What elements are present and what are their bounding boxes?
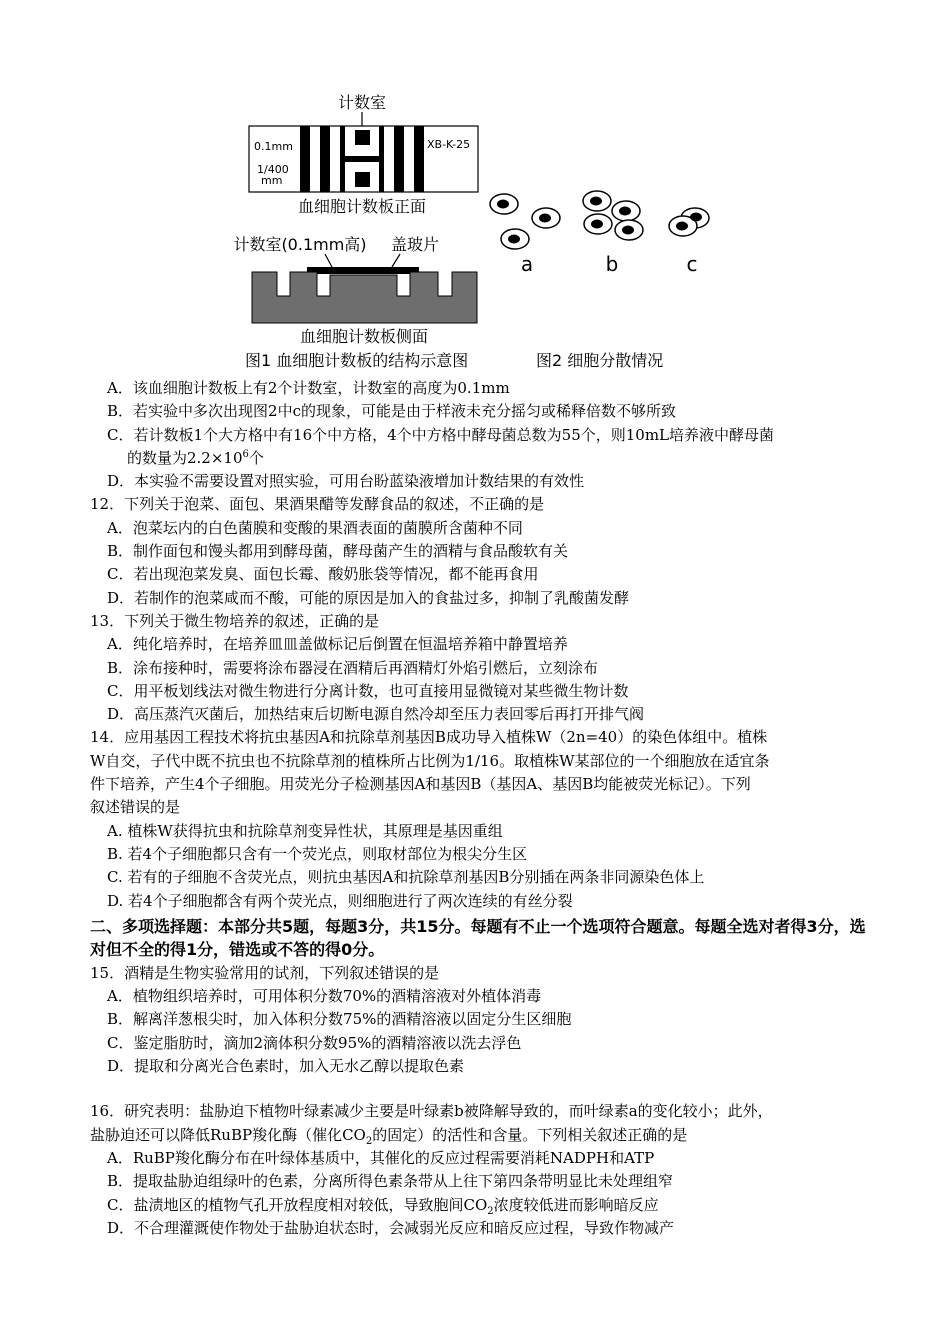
q16-option-a: A．RuBP羧化酶分布在叶绿体基质中，其催化的反应过程需要消耗NADPH和ATP [107, 1148, 655, 1167]
q16-stem: 16．研究表明：盐胁迫下植物叶绿素减少主要是叶绿素b被降解导致的，而叶绿素a的变化较小；此外， [90, 1102, 773, 1121]
caption-side: 血细胞计数板侧面 [299, 327, 429, 346]
nucleus [590, 197, 602, 206]
q11-c-text: 个 [248, 448, 264, 467]
q12-option-c: C．若出现泡菜发臭、面包长霉、酸奶胀袋等情况，都不能再食用 [107, 565, 539, 584]
q16-subscript: 2 [365, 1135, 373, 1147]
q14-option-b: B. 若4个子细胞都只含有一个荧光点，则取材部位为根尖分生区 [107, 844, 528, 863]
q11-c-exponent: 6 [242, 448, 249, 460]
fig1-caption: 图1 血细胞计数板的结构示意图 [245, 351, 469, 370]
questions [90, 377, 870, 1240]
pointer-line [325, 254, 333, 269]
q14-option-a: A. 植株W获得抗虫和抗除草剂变异性状，其原理是基因重组 [107, 821, 503, 840]
groove [300, 126, 310, 192]
groove [340, 156, 384, 162]
q12-option-a: A．泡菜坛内的白色菌膜和变酸的果酒表面的菌膜所含菌种不同 [107, 518, 523, 537]
q14-stem: 叙述错误的是 [90, 798, 181, 817]
nucleus [591, 220, 603, 229]
q12-option-b: B．制作面包和馒头都用到酵母菌，酵母菌产生的酒精与食品酸软有关 [107, 542, 569, 561]
fig2-label-c: c [686, 252, 698, 276]
label-area-unit: mm [261, 174, 283, 187]
label-chamber-height: 计数室(0.1mm高) [233, 235, 367, 254]
caption-front: 血细胞计数板正面 [297, 197, 427, 216]
nucleus [619, 207, 631, 216]
label-thickness: 0.1mm [254, 140, 293, 153]
q11-c-text: 的数量为2.2×10 [127, 448, 243, 467]
q13-option-c: C．用平板划线法对微生物进行分离计数，也可直接用显微镜对某些微生物计数 [107, 681, 629, 700]
counting-chamber-square [355, 172, 370, 187]
groove [414, 126, 424, 192]
counting-chamber-square [355, 130, 370, 145]
q16-option-b: B．提取盐胁迫组绿叶的色素，分离所得色素条带从上往下第四条带明显比未处理组窄 [107, 1172, 674, 1191]
q11-option-d: D．本实验不需要设置对照实验，可用台盼蓝染液增加计数结果的有效性 [107, 472, 585, 491]
q14-option-c: C. 若有的子细胞不含荧光点，则抗虫基因A和抗除草剂基因B分别插在两条非同源染色体上 [107, 868, 705, 887]
q13-option-b: B．涂布接种时，需要将涂布器浸在酒精后再酒精灯外焰引燃后，立刻涂布 [107, 658, 599, 677]
q16-c-text: 浓度较低进而影响暗反应 [493, 1195, 659, 1214]
q11-option-c: C．若计数板1个大方格中有16个中方格，4个中方格中酵母菌总数为55个，则10mL培养液中酵母菌 [107, 425, 775, 444]
pointer-line [392, 254, 400, 267]
q14-stem: 14．应用基因工程技术将抗虫基因A和抗除草剂基因B成功导入植株W（2n=40）的染色体组中。植株 [90, 728, 768, 747]
groove [320, 126, 330, 192]
board-side [252, 272, 477, 323]
q11-option-c-cont [90, 447, 870, 470]
groove [379, 126, 384, 192]
nucleus [508, 235, 520, 244]
q13-option-d: D．高压蒸汽灭菌后，加热结束后切断电源自然冷却至压力表回零后再打开排气阀 [107, 705, 645, 724]
nucleus [676, 222, 688, 231]
q14-stem: W自交，子代中既不抗虫也不抗除草剂的植株所占比例为1/16。取植株W某部位的一个细胞放在适宜条 [90, 751, 770, 770]
q16-text: 盐胁迫还可以降低RuBP羧化酶（催化CO [90, 1125, 366, 1144]
groove [394, 126, 404, 192]
q16-text: 的固定）的活性和含量。下列相关叙述正确的是 [372, 1125, 688, 1144]
label-area: 1/400 [257, 163, 289, 176]
fig2-label-b: b [605, 252, 619, 276]
q13-stem: 13．下列关于微生物培养的叙述，正确的是 [90, 611, 380, 630]
nucleus [690, 213, 702, 222]
fig2-caption: 图2 细胞分散情况 [536, 351, 664, 370]
q13-option-a: A．纯化培养时，在培养皿皿盖做标记后倒置在恒温培养箱中静置培养 [107, 635, 568, 654]
nucleus [622, 226, 634, 235]
spacer [90, 1078, 870, 1100]
q16-stem [90, 1124, 870, 1147]
label-coverslip: 盖玻片 [390, 235, 440, 254]
label-model: XB-K-25 [427, 138, 471, 151]
cells-c [669, 208, 709, 236]
q16-option-d: D．不合理灌溉使作物处于盐胁迫状态时，会减弱光反应和暗反应过程，导致作物减产 [107, 1218, 675, 1237]
nucleus [539, 214, 551, 223]
section-heading: 二、多项选择题：本部分共5题，每题3分，共15分。每题有不止一个选项符合题意。每题全选对者得3分，选对但不全的得1分，错选或不答的得0分。 [90, 916, 866, 960]
nucleus [497, 200, 509, 209]
figure-hemocytometer [230, 88, 730, 378]
figure-svg [230, 88, 730, 378]
q15-option-c: C．鉴定脂肪时，滴加2滴体积分数95%的酒精溶液以洗去浮色 [107, 1033, 522, 1052]
label-counting-chamber: 计数室 [337, 93, 387, 112]
q15-option-a: A．植物组织培养时，可用体积分数70%的酒精溶液对外植体消毒 [107, 987, 542, 1006]
q16-option-c [90, 1194, 870, 1217]
q15-option-b: B．解离洋葱根尖时，加入体积分数75%的酒精溶液以固定分生区细胞 [107, 1010, 572, 1029]
coverslip [307, 267, 419, 274]
q12-option-d: D．若制作的泡菜咸而不酸，可能的原因是加入的食盐过多，抑制了乳酸菌发酵 [107, 588, 630, 607]
fig2-label-a: a [520, 252, 534, 276]
q15-option-d: D．提取和分离光合色素时，加入无水乙醇以提取色素 [107, 1057, 465, 1076]
q16-c-subscript: 2 [487, 1205, 494, 1217]
q15-stem: 15．酒精是生物实验常用的试剂，下列叙述错误的是 [90, 963, 440, 982]
q16-c-text: C．盐渍地区的植物气孔开放程度相对较低，导致胞间CO [107, 1195, 488, 1214]
q11-option-b: B．若实验中多次出现图2中c的现象，可能是由于样液未充分摇匀或稀释倍数不够所致 [107, 402, 676, 421]
q12-stem: 12．下列关于泡菜、面包、果酒果醋等发酵食品的叙述，不正确的是 [90, 495, 545, 514]
q11-option-a: A．该血细胞计数板上有2个计数室，计数室的高度为0.1mm [107, 379, 510, 397]
q14-stem: 件下培养，产生4个子细胞。用荧光分子检测基因A和基因B（基因A、基因B均能被荧光标记）。下列 [90, 775, 751, 794]
q14-option-d: D. 若4个子细胞都含有两个荧光点，则细胞进行了两次连续的有丝分裂 [107, 891, 573, 910]
